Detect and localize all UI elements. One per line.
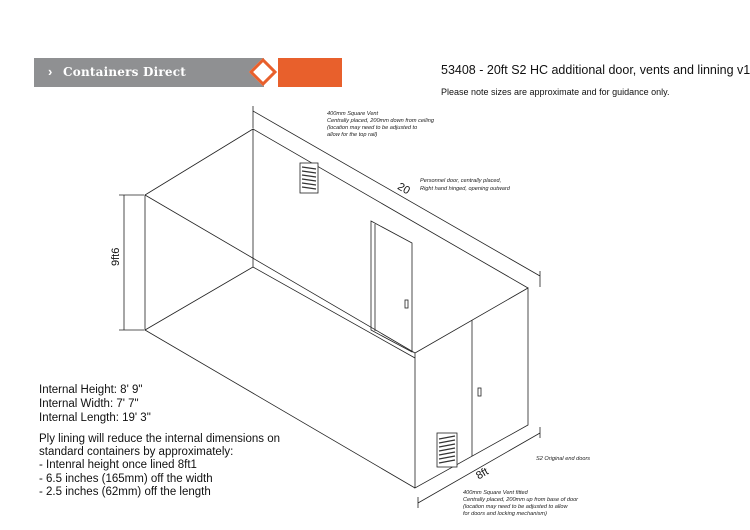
internal-length: Internal Length: 19' 3"	[39, 412, 151, 424]
svg-text:Centrally placed, 200mm up fro: Centrally placed, 200mm up from base of door	[463, 497, 579, 503]
svg-text:(location may need to be adjus: (location may need to be adjusted to	[327, 125, 418, 131]
ply-item: - 6.5 inches (165mm) off the width	[39, 472, 213, 485]
internal-dimensions	[39, 383, 151, 425]
svg-text:Centrally placed, 200mm down f: Centrally placed, 200mm down from ceiling	[327, 118, 434, 124]
container-top-front-edge	[145, 195, 415, 353]
svg-text:400mm Square Vent: 400mm Square Vent	[327, 111, 379, 117]
ply-intro-line-2: standard containers by approximately:	[39, 446, 234, 459]
svg-text:400mm Square Vent fitted: 400mm Square Vent fitted	[463, 490, 528, 496]
internal-width: Internal Width: 7' 7"	[39, 398, 139, 410]
svg-text:Personnel door, centrally plac: Personnel door, centrally placed,	[420, 178, 502, 184]
ply-item: - Intenral height once lined 8ft1	[39, 459, 197, 472]
drawing-title: 53408 - 20ft S2 HC additional door, vents and linning v1	[441, 63, 750, 77]
length-dimension-line	[253, 106, 540, 287]
svg-text:Right hand hinged, opening out: Right hand hinged, opening outward	[420, 186, 510, 192]
ply-intro-line-1: Ply lining will reduce the internal dimensions on	[39, 433, 280, 445]
door-note	[420, 178, 511, 192]
end-doors-note	[536, 456, 590, 462]
chevron-right-icon: ›	[48, 64, 53, 79]
svg-text:for doors and locking mechanis: for doors and locking mechanism)	[463, 511, 547, 517]
brand-name: Containers Direct	[63, 65, 186, 79]
end-door-handle	[478, 388, 481, 396]
width-label: 8ft	[474, 465, 491, 483]
svg-text:(location may need to be adjus: (location may need to be adjusted to allow	[463, 504, 568, 510]
height-label: 9ft6	[110, 247, 122, 266]
svg-text:S2 Original end doors: S2 Original end doors	[536, 456, 591, 462]
personnel-door	[371, 221, 412, 352]
bottom-vent-icon	[437, 433, 457, 467]
bottom-vent-note	[463, 490, 579, 517]
top-vent-note	[327, 111, 435, 138]
ply-item: - 2.5 inches (62mm) off the length	[39, 485, 211, 498]
top-vent-icon	[300, 163, 318, 193]
container-left-end-face	[145, 129, 253, 330]
drawing-disclaimer: Please note sizes are approximate and for guidance only.	[441, 87, 670, 97]
ply-lining-note	[39, 433, 280, 499]
internal-height: Internal Height: 8' 9"	[39, 384, 143, 396]
container-right-end-face	[415, 288, 528, 488]
door-handle	[405, 300, 408, 308]
svg-text:allow for the top rail): allow for the top rail)	[327, 132, 378, 138]
container-back-wall-edges	[253, 129, 528, 358]
height-dimension-line	[119, 195, 144, 330]
length-label: 20	[395, 180, 412, 198]
